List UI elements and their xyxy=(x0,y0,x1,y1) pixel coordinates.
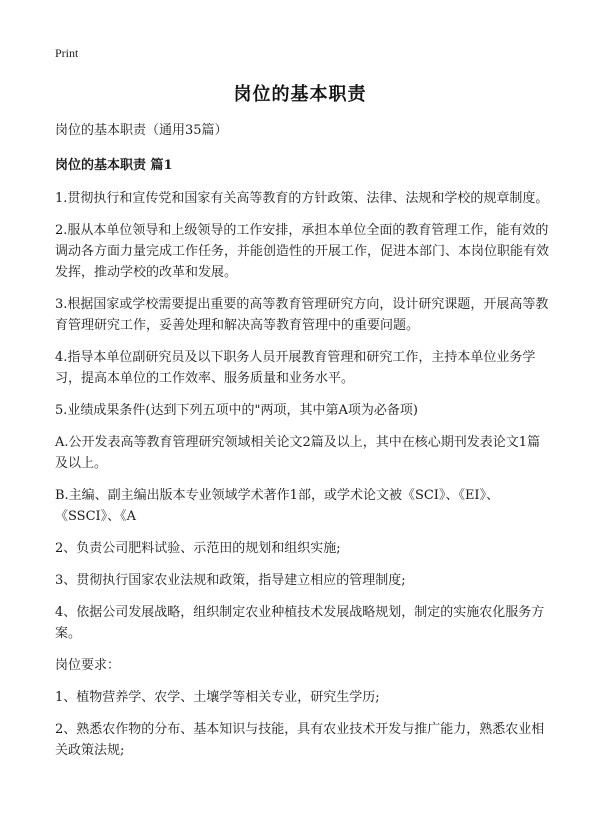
document-title: 岗位的基本职责 xyxy=(233,84,367,105)
section-heading: 岗位的基本职责 篇1 xyxy=(55,158,173,173)
paragraph: A.公开发表高等教育管理研究领域相关论文2篇及以上，其中在核心期刊发表论文1篇及以上。 xyxy=(55,435,541,471)
paragraph: 2.服从本单位领导和上级领导的工作安排，承担本单位全面的教育管理工作，能有效的调动各方面力量完成工作任务，并能创造性的开展工作，促进本部门、本岗位职能有效发挥，推动学校的改革和发展。 xyxy=(55,223,550,280)
document-subtitle: 岗位的基本职责（通用35篇） xyxy=(55,123,228,138)
paragraph: 1.贯彻执行和宣传党和国家有关高等教育的方针政策、法律、法规和学校的规章制度。 xyxy=(55,191,549,206)
paragraph: 岗位要求： xyxy=(55,658,121,673)
paragraph: 3.根据国家或学校需要提出重要的高等教育管理研究方向，设计研究课题，开展高等教育管理研究工作，妥善处理和解决高等教育管理中的重要问题。 xyxy=(55,297,549,333)
paragraph: B.主编、副主编出版本专业领域学术著作1部，或学术论文被《SCI》、《EI》、《SSCI》、《A xyxy=(55,488,500,524)
document-body xyxy=(55,120,551,772)
print-label[interactable]: Print xyxy=(55,46,79,60)
paragraph: 4.指导本单位副研究员及以下职务人员开展教育管理和研究工作，主持本单位业务学习，提高本单位的工作效率、服务质量和业务水平。 xyxy=(55,350,536,386)
paragraph: 4、依据公司发展战略，组织制定农业种植技术发展战略规划，制定的实施农化服务方案。 xyxy=(55,605,545,641)
paragraph: 2、熟悉农作物的分布、基本知识与技能，具有农业技术开发与推广能力，熟悉农业相关政策法规; xyxy=(55,722,545,758)
paragraph: 2、负责公司肥料试验、示范田的规划和组织实施; xyxy=(55,541,341,556)
paragraph: 1、植物营养学、农学、土壤学等相关专业，研究生学历; xyxy=(55,690,380,705)
paragraph: 5.业绩成果条件(达到下列五项中的"两项，其中第A项为必备项) xyxy=(55,403,418,418)
paragraph: 3、贯彻执行国家农业法规和政策，指导建立相应的管理制度; xyxy=(55,573,406,588)
